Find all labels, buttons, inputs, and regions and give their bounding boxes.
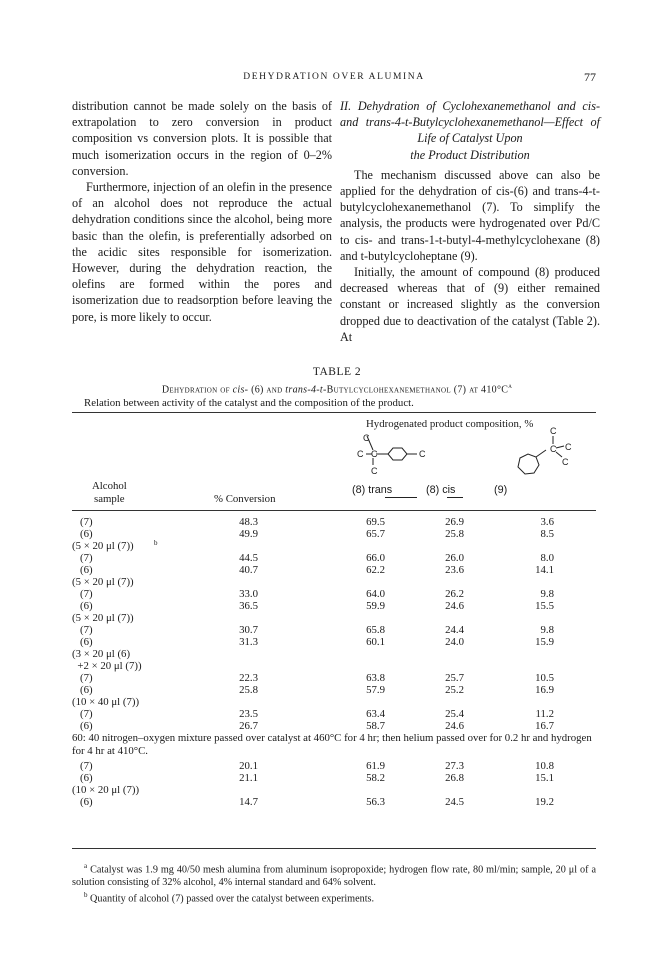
atom-label: C — [565, 442, 572, 452]
right-column — [340, 98, 600, 345]
table-group-row — [0, 696, 672, 708]
conversion-cell: 22.3 — [239, 672, 258, 684]
quantity-cell: (5 × 20 μl (7)) — [72, 540, 134, 552]
table-group-row — [0, 612, 672, 624]
trans-cell: 58.7 — [366, 720, 385, 732]
column-header-9: (9) — [494, 484, 508, 496]
footnote-mark: b — [154, 539, 158, 547]
left-column — [72, 98, 332, 325]
alcohol-cell: (6) — [80, 636, 93, 648]
footnote-a: $^a$ Catalyst was 1.9 mg 40/50 mesh alumina from aluminum isopropoxide; hydrogen flow rate, 80 ml/min; sample, 20 μl of a solution consisting of 32% alcohol, 4% internal standard and 64% solvent. — [72, 862, 596, 889]
page-number: 77 — [584, 70, 596, 84]
conversion-cell: 36.5 — [239, 600, 258, 612]
table-row — [0, 760, 672, 772]
table-header-rule — [72, 510, 596, 511]
compound-9-cell: 11.2 — [535, 708, 554, 720]
alcohol-cell: (7) — [80, 708, 93, 720]
table-note-row — [0, 732, 672, 760]
alcohol-cell: (7) — [80, 552, 93, 564]
compound-9-cell: 9.8 — [540, 588, 554, 600]
table-body — [0, 516, 672, 808]
footnotes — [72, 860, 596, 906]
quantity-cell: (10 × 20 μl (7)) — [72, 784, 140, 796]
cis-cell: 27.3 — [445, 760, 464, 772]
atom-label: C — [562, 457, 569, 467]
quantity-cell: (5 × 20 μl (7)) — [72, 576, 134, 588]
section-title-line2: the Product Distribution — [410, 147, 530, 162]
compound-9-cell: 16.9 — [535, 684, 554, 696]
compound-9-cell: 15.9 — [535, 636, 554, 648]
trans-underline — [385, 497, 417, 498]
alcohol-cell: (7) — [80, 516, 93, 528]
trans-cell: 63.4 — [366, 708, 385, 720]
page-header — [72, 70, 596, 86]
compound-9-cell: 10.8 — [535, 760, 554, 772]
atom-label: C — [419, 449, 426, 459]
table-row — [0, 708, 672, 720]
cis-cell: 26.2 — [445, 588, 464, 600]
section-title: II. Dehydration of Cyclohexanemethanol and cis- and trans-4-t-Butylcyclohexanemethanol—Effect of Life of Catalyst Upon — [340, 99, 600, 146]
cis-underline — [447, 497, 463, 498]
compound-9-cell: 3.6 — [540, 516, 554, 528]
conversion-cell: 26.7 — [239, 720, 258, 732]
trans-cell: 60.1 — [366, 636, 385, 648]
compound-9-cell: 14.1 — [535, 564, 554, 576]
atom-label: C — [550, 444, 557, 454]
alcohol-cell: (6) — [80, 720, 93, 732]
table-group-row — [0, 784, 672, 796]
quantity-cell: (3 × 20 μl (6) — [72, 648, 131, 660]
trans-cell: 65.7 — [366, 528, 385, 540]
trans-structure-drawing — [340, 432, 460, 482]
quantity-cell: (5 × 20 μl (7)) — [72, 612, 134, 624]
quantity-cell: (10 × 40 μl (7)) — [72, 696, 140, 708]
compound-9-cell: 8.5 — [540, 528, 554, 540]
conversion-cell: 25.8 — [239, 684, 258, 696]
cis-cell: 25.2 — [445, 684, 464, 696]
table-row — [0, 796, 672, 808]
conversion-cell: 30.7 — [239, 624, 258, 636]
table-title: TABLE 2 — [312, 366, 362, 378]
conversion-cell: 49.9 — [239, 528, 258, 540]
trans-cell: 61.9 — [366, 760, 385, 772]
trans-cell: 62.2 — [366, 564, 385, 576]
conversion-cell: 44.5 — [239, 552, 258, 564]
trans-cell: 65.8 — [366, 624, 385, 636]
trans-cell: 64.0 — [366, 588, 385, 600]
column-header-8-cis: (8) cis — [426, 484, 456, 496]
column-header-8-trans: (8) trans — [352, 484, 393, 496]
alcohol-cell: (6) — [80, 684, 93, 696]
conversion-cell: 48.3 — [239, 516, 258, 528]
column-header-conversion: % Conversion — [214, 493, 276, 505]
paragraph: The mechanism discussed above can also be applied for the dehydration of cis-(6) and trans-4-t-butylcyclohexanemethanol (7). To simplify the analysis, the products were hydrogenated over Pd/C to cis- and trans-1-t-butyl-4-methylcyclohexane (8) and t-butylcycloheptane (9). — [340, 167, 600, 263]
table-row — [0, 720, 672, 732]
alcohol-cell: (7) — [80, 672, 93, 684]
table-row — [0, 516, 672, 528]
alcohol-cell: (7) — [80, 588, 93, 600]
cis-cell: 25.7 — [445, 672, 464, 684]
conversion-cell: 31.3 — [239, 636, 258, 648]
cis-cell: 26.8 — [445, 772, 464, 784]
alcohol-cell: (7) — [80, 624, 93, 636]
cycloheptane-structure-drawing — [498, 424, 588, 494]
cis-cell: 26.0 — [445, 552, 464, 564]
cis-cell: 24.5 — [445, 796, 464, 808]
cis-cell: 24.0 — [445, 636, 464, 648]
trans-cell: 66.0 — [366, 552, 385, 564]
table-group-row — [0, 660, 672, 672]
paragraph: distribution cannot be made solely on the basis of extrapolation to zero conversion in product composition vs conversion plots. It is possible that much isomerization occurs in the region of 0–2% conversion. — [72, 99, 332, 178]
paragraph: Initially, the amount of compound (8) produced decreased whereas that of (9) either remained constant or increased slightly as the conversion dropped due to deactivation of the catalyst (Table 2). At — [340, 265, 600, 344]
table-top-rule — [72, 412, 596, 413]
atom-label: C — [357, 449, 364, 459]
table-row — [0, 672, 672, 684]
compound-9-cell: 9.8 — [540, 624, 554, 636]
table-bottom-rule — [72, 848, 596, 849]
compound-9-cell: 16.7 — [535, 720, 554, 732]
conversion-cell: 21.1 — [239, 772, 258, 784]
trans-cell: 63.8 — [366, 672, 385, 684]
cis-cell: 26.9 — [445, 516, 464, 528]
conversion-cell: 20.1 — [239, 760, 258, 772]
treatment-note: 60: 40 nitrogen–oxygen mixture passed over catalyst at 460°C for 4 hr; then helium passed over for 0.2 hr and hydrogen for 4 hr at 410°C. — [72, 732, 592, 757]
compound-9-cell: 19.2 — [535, 796, 554, 808]
alcohol-cell: (6) — [80, 528, 93, 540]
trans-cell: 56.3 — [366, 796, 385, 808]
table-group-row — [0, 648, 672, 660]
quantity-cell: +2 × 20 μl (7)) — [72, 660, 142, 672]
atom-label: C — [371, 449, 378, 459]
alcohol-cell: (6) — [80, 564, 93, 576]
conversion-cell: 14.7 — [239, 796, 258, 808]
cis-cell: 24.4 — [445, 624, 464, 636]
table-row — [0, 684, 672, 696]
table-row — [0, 588, 672, 600]
table-group-row — [0, 540, 672, 552]
alcohol-cell: (7) — [80, 760, 93, 772]
table-relation: Relation between activity of the catalyst and the composition of the product. — [84, 397, 414, 409]
alcohol-cell: (6) — [80, 796, 93, 808]
running-title: DEHYDRATION OVER ALUMINA — [243, 72, 425, 82]
cis-cell: 24.6 — [445, 600, 464, 612]
column-header-alcohol: Alcohol — [92, 480, 127, 492]
footnote-b: $^b$ Quantity of alcohol (7) passed over the catalyst between experiments. — [84, 891, 375, 905]
atom-label: C — [371, 466, 378, 476]
table-row — [0, 552, 672, 564]
compound-9-cell: 15.5 — [535, 600, 554, 612]
table-row — [0, 636, 672, 648]
table-row — [0, 528, 672, 540]
compound-9-cell: 8.0 — [540, 552, 554, 564]
cis-cell: 23.6 — [445, 564, 464, 576]
table-caption: Dehydration of cis- (6) and trans-4-t-Butylcyclohexanemethanol (7) at $410^\circ C^a$ — [161, 382, 513, 396]
atom-label: C — [363, 433, 370, 443]
alcohol-cell: (6) — [80, 772, 93, 784]
alcohol-cell: (6) — [80, 600, 93, 612]
paragraph: Furthermore, injection of an olefin in the presence of an alcohol does not reproduce the actual dehydration conditions since the alcohol, being more basic than the olefin, is preferentially adsorbed on the acidic sites responsible for isomerization. However, during the dehydration reaction, the olefins are formed within the pores and isomerization due to readsorption before leaving the pore, is more likely to occur. — [72, 180, 332, 324]
atom-label: C — [550, 426, 557, 436]
cis-cell: 24.6 — [445, 720, 464, 732]
table-row — [0, 772, 672, 784]
table-row — [0, 564, 672, 576]
table-row — [0, 600, 672, 612]
conversion-cell: 33.0 — [239, 588, 258, 600]
column-header-group: Hydrogenated product composition, % — [366, 418, 534, 430]
cis-cell: 25.8 — [445, 528, 464, 540]
trans-cell: 59.9 — [366, 600, 385, 612]
conversion-cell: 40.7 — [239, 564, 258, 576]
column-header-sample: sample — [94, 493, 125, 505]
trans-cell: 57.9 — [366, 684, 385, 696]
table-group-row — [0, 576, 672, 588]
compound-9-cell: 15.1 — [535, 772, 554, 784]
trans-cell: 58.2 — [366, 772, 385, 784]
trans-cell: 69.5 — [366, 516, 385, 528]
conversion-cell: 23.5 — [239, 708, 258, 720]
table-row — [0, 624, 672, 636]
compound-9-cell: 10.5 — [535, 672, 554, 684]
cis-cell: 25.4 — [445, 708, 464, 720]
